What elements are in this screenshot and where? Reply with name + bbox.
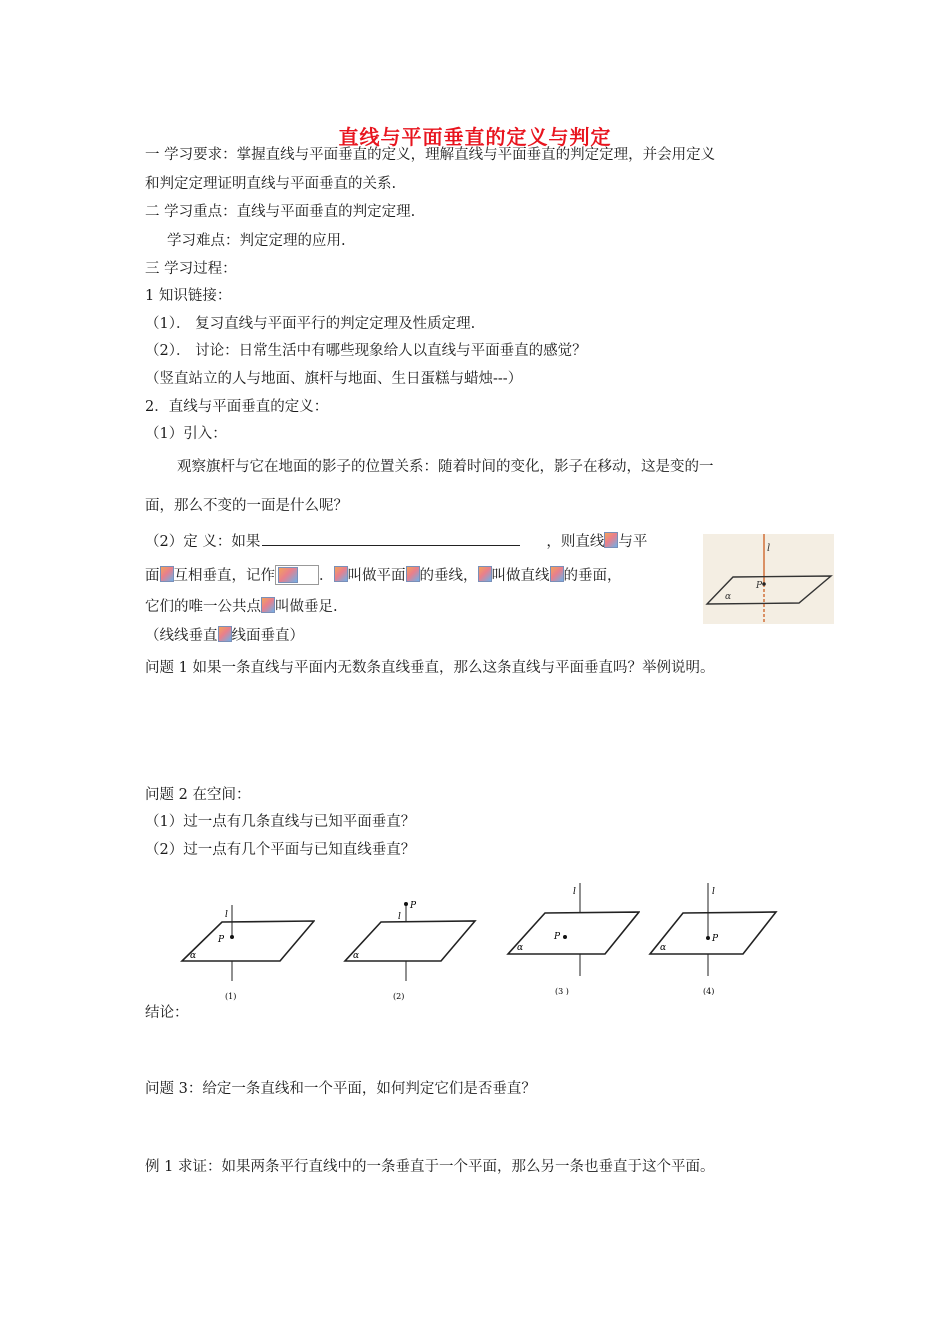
plane-label: α — [725, 592, 732, 602]
question-1: 问题 1 如果一条直线与平面内无数条直线垂直，那么这条直线与平面垂直吗？举例说明。 — [145, 660, 715, 676]
figure-2 — [343, 895, 478, 1005]
definition-text: 它们的唯一公共点 — [145, 599, 261, 615]
plane-label: α — [353, 951, 360, 961]
intro-text-2: 面，那么不变的一面是什么呢？ — [145, 498, 348, 514]
point-p — [706, 936, 710, 940]
plane-alpha — [650, 912, 776, 954]
definition-heading: 2．直线与平面垂直的定义： — [145, 399, 329, 415]
definition-line-4 — [145, 626, 304, 646]
image-placeholder-icon — [218, 626, 232, 642]
question-2-item-2: （2）过一点有几个平面与已知直线垂直？ — [145, 842, 416, 858]
requirements-line-1: 一 学习要求：掌握直线与平面垂直的定义，理解直线与平面垂直的判定定理，并会用定义 — [145, 147, 716, 163]
figure-caption: (4) — [703, 987, 715, 995]
definition-text: （2）定 义：如果 — [145, 534, 261, 550]
difficult-points: 学习难点：判定定理的应用. — [167, 233, 346, 249]
line-label: l — [767, 543, 771, 554]
image-placeholder-icon — [604, 532, 618, 548]
point-p — [404, 902, 408, 906]
definition-text: 互相垂直，记作 — [173, 568, 275, 584]
line-label: l — [225, 910, 228, 920]
definition-text: 叫做直线 — [491, 568, 550, 584]
definition-text: 叫做平面 — [347, 568, 406, 584]
image-placeholder-icon — [406, 566, 420, 582]
conclusion-label: 结论： — [145, 1005, 189, 1021]
notation-box — [275, 565, 319, 585]
knowledge-heading: 1 知识链接： — [145, 288, 232, 304]
foot-point — [762, 582, 766, 586]
line-label: l — [398, 912, 401, 922]
definition-text: 的垂面， — [563, 568, 622, 584]
figure-3 — [505, 880, 640, 995]
requirements-line-2: 和判定定理证明直线与平面垂直的关系. — [145, 176, 397, 192]
definition-text: 叫做垂足. — [275, 599, 338, 615]
image-placeholder-icon — [261, 597, 275, 613]
image-placeholder-icon — [478, 566, 492, 582]
point-label: P — [712, 934, 719, 944]
key-points: 二 学习重点：直线与平面垂直的判定定理. — [145, 204, 416, 220]
definition-text: 面 — [145, 568, 160, 584]
definition-line-2 — [145, 565, 622, 586]
question-2-heading: 问题 2 在空间： — [145, 787, 251, 803]
figure-caption: (3 ) — [555, 987, 569, 995]
plane-label: α — [517, 943, 524, 953]
definition-line-1 — [145, 531, 647, 552]
point-p — [230, 935, 234, 939]
definition-text: （线线垂直 — [145, 628, 218, 644]
figure-1 — [180, 895, 315, 1005]
image-placeholder-icon — [278, 567, 298, 583]
line-plane-figure — [703, 534, 834, 624]
line-label: l — [573, 887, 576, 897]
page-title: 直线与平面垂直的定义与判定 — [338, 125, 612, 149]
point-label: P — [554, 932, 561, 942]
point-label: P — [218, 935, 225, 945]
fill-in-blank[interactable] — [262, 531, 520, 546]
process-heading: 三 学习过程： — [145, 261, 237, 277]
example-1: 例 1 求证：如果两条平行直线中的一条垂直于一个平面，那么另一条也垂直于这个平面。 — [145, 1159, 715, 1175]
knowledge-item-3: （竖直站立的人与地面、旗杆与地面、生日蛋糕与蜡烛---） — [145, 371, 523, 387]
figure-caption: (2) — [393, 992, 405, 1001]
definition-text: 的垂线， — [419, 568, 478, 584]
definition-text: 与平 — [618, 534, 648, 550]
point-label: P — [410, 901, 417, 911]
intro-text-1: 观察旗杆与它在地面的影子的位置关系：随着时间的变化，影子在移动，这是变的一 — [177, 459, 714, 475]
figure-4 — [648, 880, 783, 995]
plane-label: α — [190, 951, 197, 961]
knowledge-item-2: （2）． 讨论：日常生活中有哪些现象给人以直线与平面垂直的感觉？ — [145, 343, 587, 359]
point-p — [563, 935, 567, 939]
definition-line-3 — [145, 597, 338, 617]
figure-caption: (1) — [225, 992, 237, 1001]
image-placeholder-icon — [160, 566, 174, 582]
plane-alpha — [182, 921, 314, 961]
knowledge-item-1: （1）． 复习直线与平面平行的判定定理及性质定理. — [145, 316, 476, 332]
plane-label: α — [660, 943, 667, 953]
intro-label: （1）引入： — [145, 426, 227, 442]
definition-text: 线面垂直） — [231, 628, 304, 644]
definition-text: ． — [319, 568, 334, 584]
question-3: 问题 3：给定一条直线和一个平面，如何判定它们是否垂直？ — [145, 1081, 536, 1097]
image-placeholder-icon — [550, 566, 564, 582]
line-label: l — [712, 887, 715, 897]
definition-text: ，则直线 — [546, 534, 605, 550]
image-placeholder-icon — [334, 566, 348, 582]
question-2-item-1: （1）过一点有几条直线与已知平面垂直？ — [145, 814, 416, 830]
point-label: P — [756, 581, 763, 591]
plane-alpha — [508, 912, 639, 954]
plane-alpha — [345, 921, 475, 961]
